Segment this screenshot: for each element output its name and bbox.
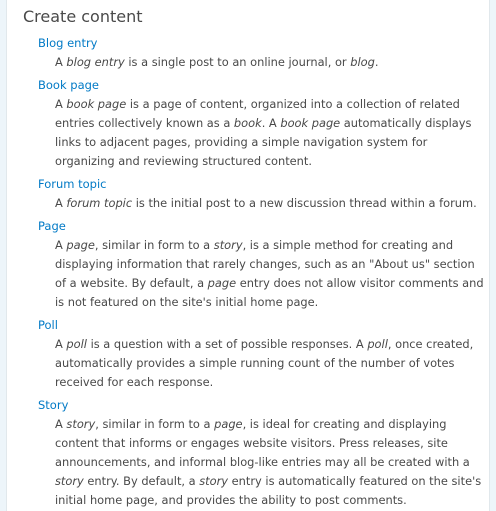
description-text: is a page of content, organized into a collection of related entries collectively known as a <box>55 97 460 130</box>
description-emphasis: story <box>213 238 243 252</box>
description-emphasis: forum topic <box>66 196 133 210</box>
content-type-link[interactable]: Page <box>38 219 66 233</box>
description-emphasis: page <box>214 417 243 431</box>
content-type-description <box>55 95 485 171</box>
description-emphasis: book page <box>280 116 341 130</box>
description-text: A <box>55 417 67 431</box>
description-emphasis: book page <box>66 97 127 111</box>
description-text: A <box>55 97 67 111</box>
content-type-link[interactable]: Book page <box>38 78 99 92</box>
description-text: A <box>55 337 67 351</box>
content-type-description <box>55 53 485 72</box>
content-type-link[interactable]: Story <box>38 398 69 412</box>
description-text: entry does not allow visitor comments and is not featured on the site's initial home page. <box>55 276 484 309</box>
description-text: , is a simple method for creating and displaying information that rarely changes, such as an "About us" section of a website. By default, a <box>55 238 475 290</box>
description-text: entry is automatically featured on the site's initial home page, and provides the ability to post comments. <box>55 474 482 507</box>
content-type-item <box>38 396 489 415</box>
description-text: . A <box>261 116 281 130</box>
description-text: , is ideal for creating and displaying content that informs or engages website visitors. Press releases, site announcements, and informal blog-like entries may all be created with a <box>55 417 470 469</box>
description-text: . <box>374 55 379 69</box>
description-text: is a question with a set of possible responses. A <box>86 337 368 351</box>
content-panel <box>6 0 490 511</box>
description-emphasis: poll <box>367 337 388 351</box>
description-emphasis: story <box>199 474 229 488</box>
page-title: Create content <box>23 7 143 26</box>
content-type-description <box>55 194 485 213</box>
description-emphasis: blog <box>350 55 375 69</box>
description-text: A <box>55 238 67 252</box>
content-type-link[interactable]: Forum topic <box>38 177 107 191</box>
content-type-description <box>55 335 485 392</box>
description-emphasis: blog entry <box>66 55 125 69</box>
content-type-link[interactable]: Poll <box>38 318 58 332</box>
description-text: is the initial post to a new discussion thread within a forum. <box>132 196 477 210</box>
description-text: A <box>55 196 67 210</box>
content-type-item <box>38 316 489 335</box>
description-text: entry. By default, a <box>83 474 200 488</box>
content-type-item <box>38 76 489 95</box>
content-type-item <box>38 217 489 236</box>
description-emphasis: page <box>207 276 237 290</box>
content-type-description <box>55 415 485 510</box>
description-text: is a single post to an online journal, or <box>124 55 351 69</box>
content-type-link[interactable]: Blog entry <box>38 36 98 50</box>
description-text: , similar in form to a <box>94 238 214 252</box>
content-type-list <box>23 34 489 510</box>
content-type-item <box>38 34 489 53</box>
description-emphasis: poll <box>66 337 87 351</box>
description-emphasis: page <box>66 238 95 252</box>
description-text: automatically displays links to adjacent pages, providing a simple navigation system for organizing and reviewing structured content. <box>55 116 472 168</box>
description-text: , once created, automatically provides a simple running count of the number of votes received for each response. <box>55 337 474 389</box>
content-type-description <box>55 236 485 312</box>
content-type-item <box>38 175 489 194</box>
description-emphasis: story <box>66 417 96 431</box>
description-text: A <box>55 55 67 69</box>
description-text: , similar in form to a <box>95 417 215 431</box>
description-emphasis: story <box>55 474 84 488</box>
description-emphasis: book <box>233 116 262 130</box>
